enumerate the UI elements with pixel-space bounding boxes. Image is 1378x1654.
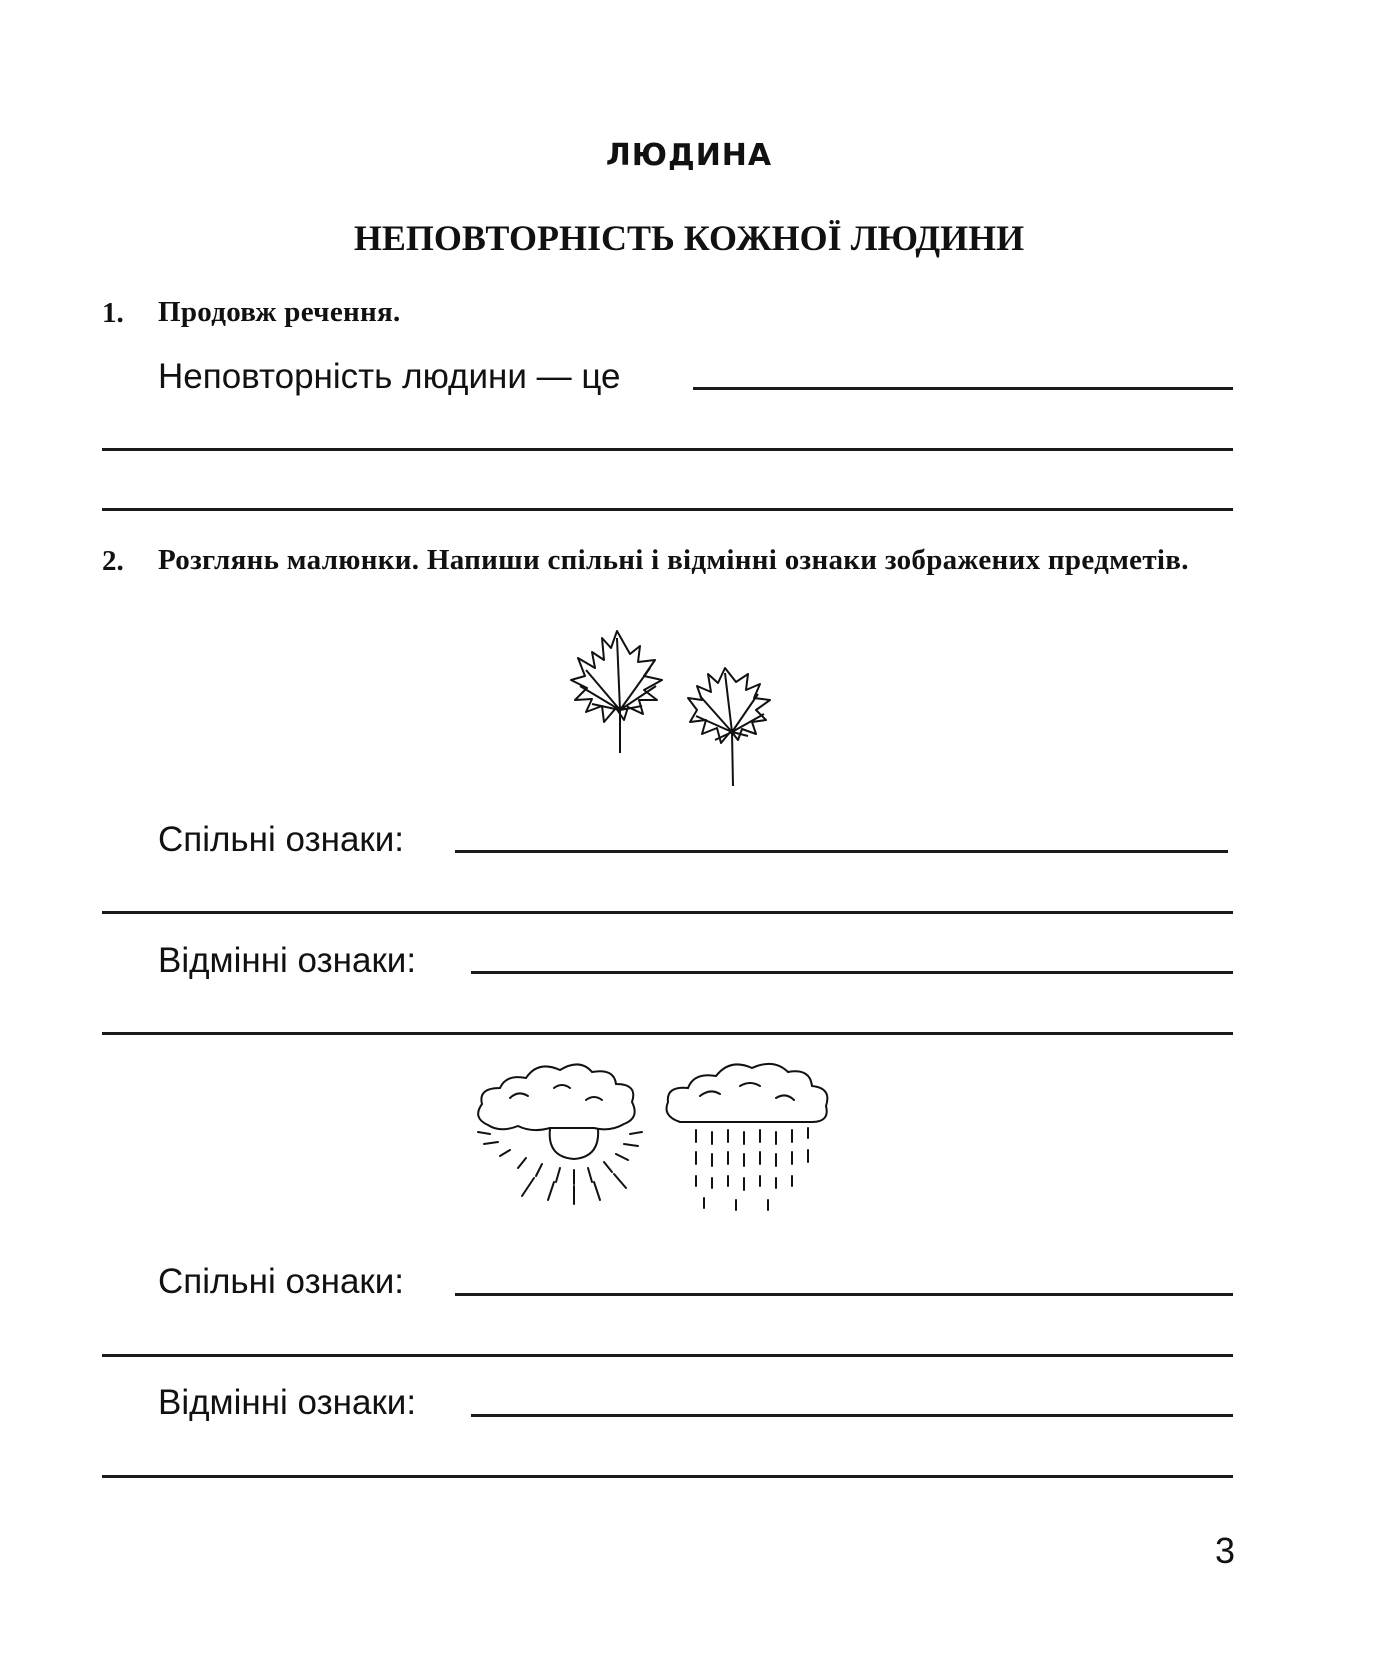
pair-1-different-label: Відмінні ознаки: (158, 941, 417, 980)
clouds-illustration (470, 1058, 850, 1218)
answer-line[interactable] (102, 1475, 1233, 1478)
section-heading: ЛЮДИНА (605, 138, 773, 173)
page-number: 3 (1215, 1530, 1236, 1571)
answer-line[interactable] (102, 1032, 1233, 1035)
sun-behind-cloud-icon (478, 1064, 642, 1204)
maple-leaf-icon (688, 668, 770, 786)
maple-leaves-illustration (540, 628, 810, 793)
task-2-instruction: Розглянь малюнки. Напиши спільні і відмінні ознаки зображених предметів. (158, 544, 1189, 576)
task-2-number: 2. (102, 545, 124, 577)
answer-line[interactable] (471, 1414, 1233, 1417)
task-1-instruction: Продовж речення. (158, 296, 401, 328)
pair-1-common-label: Спільні ознаки: (158, 820, 404, 859)
pair-2-different-label: Відмінні ознаки: (158, 1383, 417, 1422)
task-1-number: 1. (102, 297, 124, 329)
answer-line[interactable] (102, 448, 1233, 451)
answer-line[interactable] (102, 508, 1233, 511)
answer-line[interactable] (455, 1293, 1233, 1296)
answer-line[interactable] (455, 850, 1228, 853)
rain-cloud-icon (667, 1064, 828, 1210)
maple-leaf-icon (571, 631, 662, 753)
pair-2-common-label: Спільні ознаки: (158, 1262, 404, 1301)
answer-line[interactable] (693, 387, 1233, 390)
answer-line[interactable] (471, 971, 1233, 974)
task-1-prompt: Неповторність людини — це (158, 357, 621, 396)
lesson-title: НЕПОВТОРНІСТЬ КОЖНОЇ ЛЮДИНИ (353, 218, 1025, 258)
answer-line[interactable] (102, 911, 1233, 914)
answer-line[interactable] (102, 1354, 1233, 1357)
